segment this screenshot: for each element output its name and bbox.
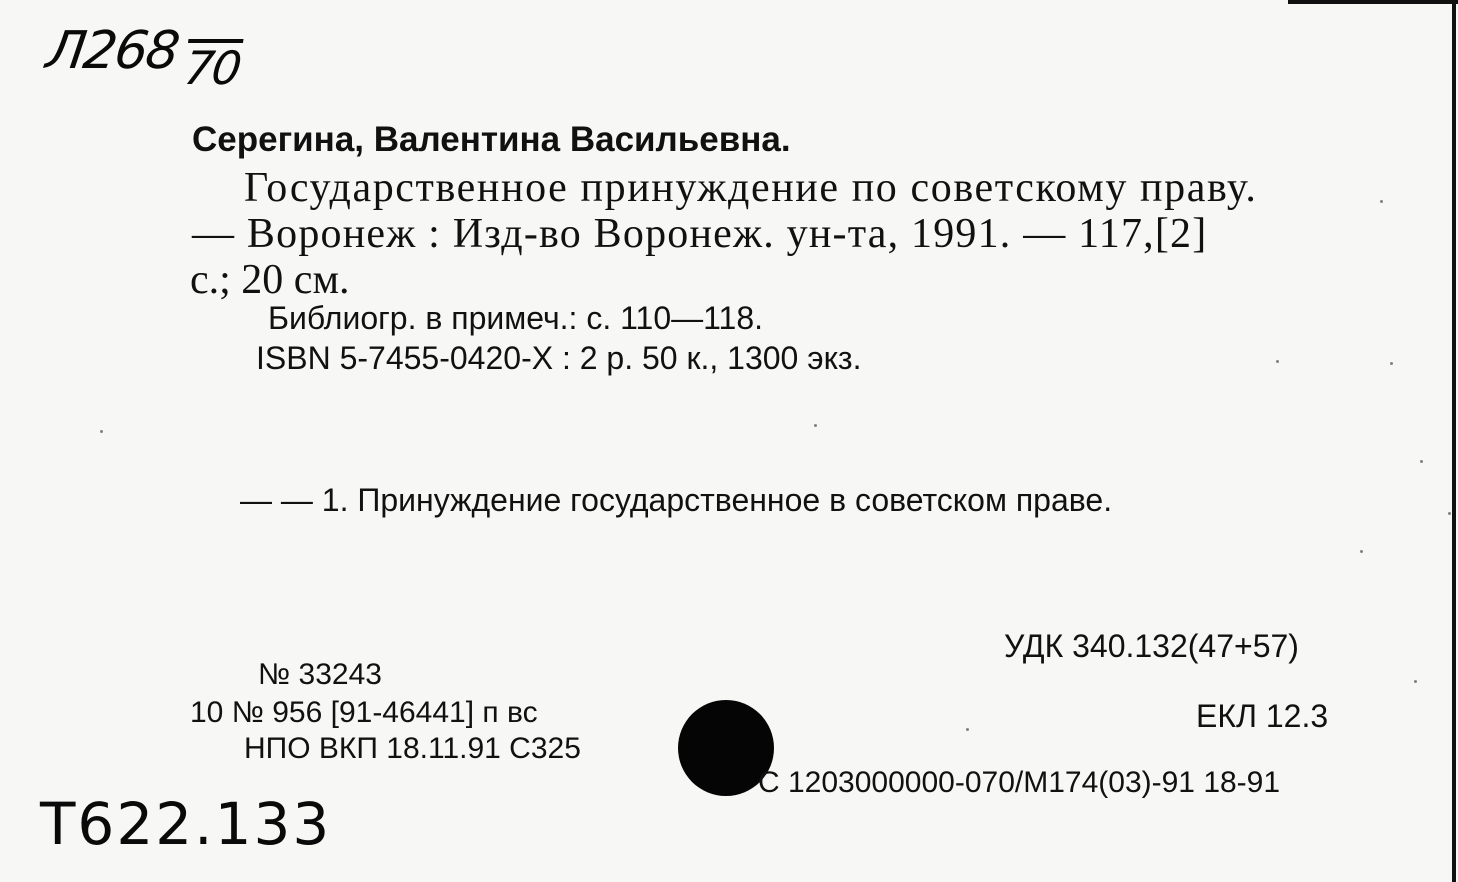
scan-speck: [1390, 362, 1393, 365]
scan-speck: [1448, 512, 1451, 515]
handwritten-classification: Т622.133: [40, 790, 332, 858]
card-edge-right: [1452, 0, 1456, 882]
scan-speck: [100, 430, 103, 433]
card-edge-top: [1288, 0, 1458, 4]
subject-heading: — — 1. Принуждение государственное в советском праве.: [240, 482, 1113, 518]
isbn-line: ISBN 5-7455-0420-X : 2 р. 50 к., 1300 экз.: [256, 340, 862, 376]
handwritten-shelf-mark: Л26870: [42, 21, 244, 95]
scan-speck: [966, 728, 969, 731]
scan-speck: [1276, 360, 1279, 363]
npo-line: НПО ВКП 18.11.91 С325: [244, 732, 581, 765]
catalog-code: С 1203000000-070/М174(03)-91 18-91: [758, 766, 1281, 799]
scan-speck: [1360, 550, 1363, 553]
title-line: Государственное принуждение по советскому праву.: [244, 165, 1258, 211]
ekl-code: ЕКЛ 12.3: [1196, 698, 1329, 734]
scan-speck: [1420, 460, 1423, 463]
scan-speck: [1414, 680, 1417, 683]
bibliography-note: Библиогр. в примеч.: с. 110—118.: [268, 300, 764, 336]
author-heading: Серегина, Валентина Васильевна.: [192, 120, 791, 159]
physical-description: с.; 20 см.: [190, 257, 350, 303]
record-number: № 33243: [258, 658, 382, 691]
publication-line: — Воронеж : Изд-во Воронеж. ун-та, 1991. — 117,[2]: [192, 211, 1208, 257]
scan-speck: [814, 424, 817, 427]
scan-speck: [1380, 200, 1383, 203]
udk-code: УДК 340.132(47+57): [1004, 628, 1299, 664]
order-line: 10 № 956 [91-46441] п вс: [190, 696, 538, 729]
